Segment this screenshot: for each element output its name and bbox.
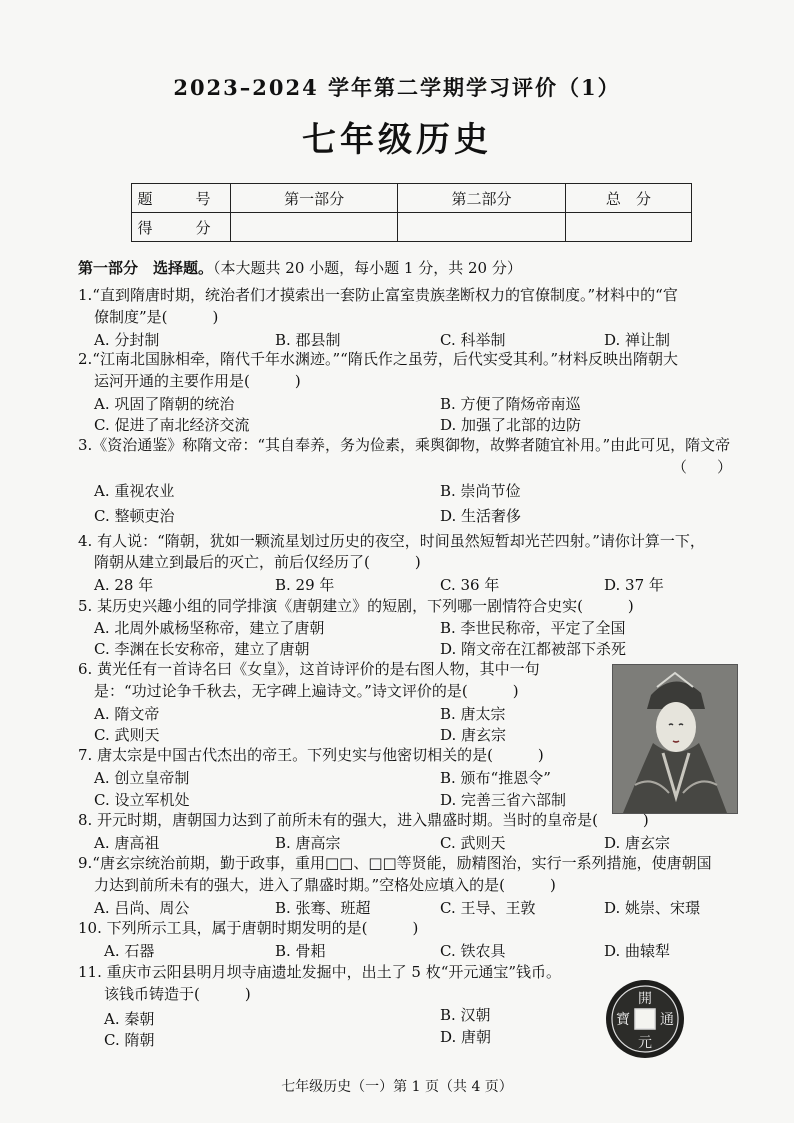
q6-option-c[interactable]: C. 武则天 xyxy=(94,726,160,744)
q6-option-b[interactable]: B. 唐太宗 xyxy=(440,705,506,723)
score-table xyxy=(131,183,692,242)
q5-option-b[interactable]: B. 李世民称帝，平定了全国 xyxy=(440,619,626,637)
q9-option-a[interactable]: A. 吕尚、周公 xyxy=(94,899,190,917)
score-cell-part2: 第二部分 xyxy=(398,184,565,213)
q9-option-b[interactable]: B. 张骞、班超 xyxy=(275,899,371,917)
question-1-line1: 1.“直到隋唐时期，统治者们才摸索出一套防止富室贵族垄断权力的官僚制度。”材料中的“官 xyxy=(78,286,678,304)
score-cell-part1: 第一部分 xyxy=(231,184,398,213)
section-heading xyxy=(78,257,522,278)
q7-option-a[interactable]: A. 创立皇帝制 xyxy=(94,769,190,787)
q5-option-c[interactable]: C. 李渊在长安称帝，建立了唐朝 xyxy=(94,640,310,658)
coin-char-top: 開 xyxy=(638,991,652,1007)
q8-option-b[interactable]: B. 唐高宗 xyxy=(275,834,341,852)
q3-option-d[interactable]: D. 生活奢侈 xyxy=(440,507,522,525)
q8-option-d[interactable]: D. 唐玄宗 xyxy=(604,834,671,852)
q1-option-a[interactable]: A. 分封制 xyxy=(94,331,160,349)
q4-option-a[interactable]: A. 28 年 xyxy=(94,576,154,594)
q1-option-b[interactable]: B. 郡县制 xyxy=(275,331,341,349)
q11-option-b[interactable]: B. 汉朝 xyxy=(440,1006,491,1024)
question-3-answer-bracket: （ ） xyxy=(672,458,733,476)
score-cell-label: 题 号 xyxy=(132,184,231,213)
question-3-line1: 3.《资治通鉴》称隋文帝：“其自奉养，务为俭素，乘舆御物，故弊者随宜补用。”由此可见，隋文帝 xyxy=(78,436,731,454)
q11-option-a[interactable]: A. 秦朝 xyxy=(104,1010,155,1028)
q5-option-a[interactable]: A. 北周外戚杨坚称帝，建立了唐朝 xyxy=(94,619,325,637)
q7-option-b[interactable]: B. 颁布“推恩令” xyxy=(440,769,551,787)
question-2-line2: 运河开通的主要作用是( ) xyxy=(94,372,301,390)
question-4-line1: 4. 有人说：“隋朝，犹如一颗流星划过历史的夜空，时间虽然短暂却光芒四射。”请你计算一下， xyxy=(78,532,705,550)
q11-option-d[interactable]: D. 唐朝 xyxy=(440,1028,492,1046)
q9-option-c[interactable]: C. 王导、王敦 xyxy=(440,899,536,917)
coin-char-right: 通 xyxy=(660,1012,674,1028)
q3-option-c[interactable]: C. 整顿吏治 xyxy=(94,507,175,525)
question-6-line2: 是：“功过论争千秋去，无字碑上遍诗文。”诗文评价的是( ) xyxy=(94,682,519,700)
q11-option-c[interactable]: C. 隋朝 xyxy=(104,1031,155,1049)
question-11-line1: 11. 重庆市云阳县明月坝寺庙遗址发掘中，出土了 5 枚“开元通宝”钱币。 xyxy=(78,963,562,981)
question-1-line2: 僚制度”是( ) xyxy=(94,308,219,326)
q4-option-c[interactable]: C. 36 年 xyxy=(440,576,500,594)
question-4-line2: 隋朝从建立到最后的灭亡，前后仅经历了( ) xyxy=(94,553,421,571)
question-8-line1: 8. 开元时期，唐朝国力达到了前所未有的强大，进入鼎盛时期。当时的皇帝是( ) xyxy=(78,811,649,829)
q2-option-c[interactable]: C. 促进了南北经济交流 xyxy=(94,416,250,434)
q6-option-a[interactable]: A. 隋文帝 xyxy=(94,705,160,723)
exam-header-title: 2023–2024 学年第二学期学习评价（1） xyxy=(173,75,621,100)
q4-option-d[interactable]: D. 37 年 xyxy=(604,576,664,594)
question-9-line2: 力达到前所未有的强大，进入了鼎盛时期。”空格处应填入的是( ) xyxy=(94,876,556,894)
q10-option-b[interactable]: B. 骨耜 xyxy=(275,942,326,960)
q10-option-d[interactable]: D. 曲辕犁 xyxy=(604,942,671,960)
question-5-line1: 5. 某历史兴趣小组的同学排演《唐朝建立》的短剧，下列哪一剧情符合史实( ) xyxy=(78,597,634,615)
score-table-header-row xyxy=(132,184,692,213)
subject-title: 七年级历史 xyxy=(302,120,492,160)
kaiyuan-coin-image xyxy=(604,978,686,1060)
question-11-line2: 该钱币铸造于( ) xyxy=(104,985,251,1003)
q1-option-d[interactable]: D. 禅让制 xyxy=(604,331,671,349)
q8-option-a[interactable]: A. 唐高祖 xyxy=(94,834,160,852)
q7-option-d[interactable]: D. 完善三省六部制 xyxy=(440,791,567,809)
q7-option-c[interactable]: C. 设立军机处 xyxy=(94,791,190,809)
q8-option-c[interactable]: C. 武则天 xyxy=(440,834,506,852)
question-7-line1: 7. 唐太宗是中国古代杰出的帝王。下列史实与他密切相关的是( ) xyxy=(78,746,544,764)
q1-option-c[interactable]: C. 科举制 xyxy=(440,331,506,349)
question-9-line1: 9.“唐玄宗统治前期，勤于政事，重用□□、□□等贤能，励精图治，实行一系列措施，使唐朝国 xyxy=(78,854,712,872)
q4-option-b[interactable]: B. 29 年 xyxy=(275,576,335,594)
q2-option-a[interactable]: A. 巩固了隋朝的统治 xyxy=(94,395,235,413)
portrait-figure-icon xyxy=(613,665,737,813)
score-row-label: 得 分 xyxy=(132,213,231,242)
empress-portrait-image xyxy=(612,664,738,814)
q10-option-c[interactable]: C. 铁农具 xyxy=(440,942,506,960)
score-table-score-row xyxy=(132,213,692,242)
section-title: 第一部分 选择题。 xyxy=(78,259,214,277)
q5-option-d[interactable]: D. 隋文帝在江都被部下杀死 xyxy=(440,640,627,658)
q3-option-a[interactable]: A. 重视农业 xyxy=(94,482,175,500)
question-6-line1: 6. 黄光任有一首诗名曰《女皇》，这首诗评价的是右图人物，其中一句 xyxy=(78,660,540,678)
page-footer: 七年级历史（一）第 1 页（共 4 页） xyxy=(281,1079,513,1095)
question-10-line1: 10. 下列所示工具，属于唐朝时期发明的是( ) xyxy=(78,919,419,937)
question-2-line1: 2.“江南北国脉相牵，隋代千年水渊迹。”“隋氏作之虽劳，后代实受其利。”材料反映出隋朝大 xyxy=(78,350,678,368)
q10-option-a[interactable]: A. 石器 xyxy=(104,942,155,960)
q6-option-d[interactable]: D. 唐玄宗 xyxy=(440,726,507,744)
section-note: （本大题共 20 小题，每小题 1 分，共 20 分） xyxy=(213,259,522,277)
score-blank-part2[interactable] xyxy=(398,213,565,242)
score-blank-total[interactable] xyxy=(565,213,691,242)
score-cell-total: 总 分 xyxy=(565,184,691,213)
coin-char-bottom: 元 xyxy=(638,1035,652,1051)
q2-option-d[interactable]: D. 加强了北部的边防 xyxy=(440,416,582,434)
q9-option-d[interactable]: D. 姚崇、宋璟 xyxy=(604,899,701,917)
q2-option-b[interactable]: B. 方便了隋炀帝南巡 xyxy=(440,395,581,413)
coin-char-left: 寶 xyxy=(616,1012,630,1028)
score-blank-part1[interactable] xyxy=(231,213,398,242)
q3-option-b[interactable]: B. 崇尚节俭 xyxy=(440,482,521,500)
